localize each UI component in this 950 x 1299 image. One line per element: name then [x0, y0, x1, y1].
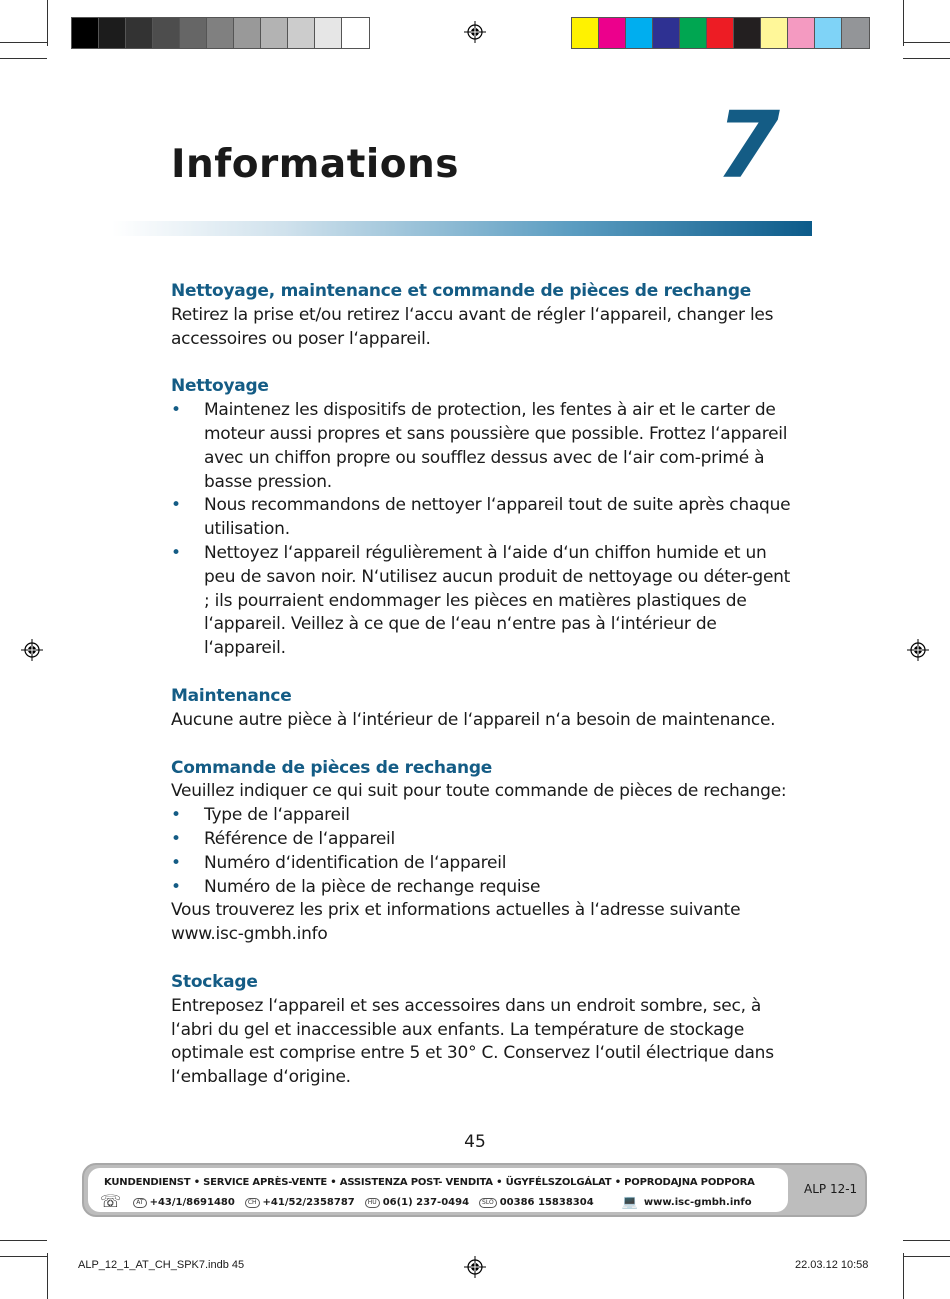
calibration-swatch: [815, 18, 842, 48]
calibration-swatch: [207, 18, 234, 48]
calibration-swatch: [261, 18, 288, 48]
laptop-icon: 💻: [621, 1195, 638, 1210]
list-item: • Maintenez les dispositifs de protection, les fentes à air et le carter de moteur aussi propres et sans poussière que possible. Frottez l‘appareil avec un chiffon propre ou soufflez dessus avec de l‘air com-primé à basse pression.: [171, 399, 791, 494]
calibration-swatch: [99, 18, 126, 48]
spare-parts-list: [171, 804, 791, 899]
section-heading-maintenance: Maintenance: [171, 685, 292, 706]
intro-paragraph: Retirez la prise et/ou retirez l‘accu avant de régler l‘appareil, changer les accessoires ou poser l‘appareil.: [171, 304, 774, 349]
calibration-swatch: [788, 18, 815, 48]
country-badge: HU: [365, 1198, 380, 1208]
page-title: Informations: [171, 142, 460, 187]
calibration-swatch: [342, 18, 369, 48]
crop-mark: [903, 0, 904, 46]
registration-target-icon: [21, 639, 43, 661]
crop-mark: [0, 1256, 47, 1257]
calibration-swatch: [572, 18, 599, 48]
service-line: KUNDENDIENST • SERVICE APRÈS-VENTE • ASSISTENZA POST- VENDITA • ÜGYFÉLSZOLGÁLAT • POPRODAJNA PODPORA: [104, 1177, 755, 1188]
registration-target-icon: [464, 21, 486, 43]
calibration-swatch: [599, 18, 626, 48]
list-item: • Type de l‘appareil: [171, 804, 791, 828]
website-link[interactable]: www.isc-gmbh.info: [643, 1197, 752, 1208]
calibration-swatch: [315, 18, 342, 48]
calibration-swatch: [707, 18, 734, 48]
calibration-swatch: [734, 18, 761, 48]
section-heading-storage: Stockage: [171, 971, 258, 992]
calibration-swatch: [653, 18, 680, 48]
contact-item: [365, 1197, 469, 1208]
phone-number: +41/52/2358787: [262, 1197, 355, 1208]
country-badge: CH: [245, 1198, 260, 1208]
list-item: • Référence de l‘appareil: [171, 828, 791, 852]
section-heading-intro: Nettoyage, maintenance et commande de pièces de rechange: [171, 281, 752, 301]
file-info-right: 22.03.12 10:58: [795, 1259, 869, 1271]
contact-row: [100, 1194, 752, 1211]
calibration-swatch: [288, 18, 315, 48]
storage-paragraph: Entreposez l‘appareil et ses accessoires dans un endroit sombre, sec, à l‘abri du gel et inaccessible aux enfants. La température de stockage optimale est comprise entre 5 et 30° C. Conservez l‘outil électrique dans l‘emballage d‘origine.: [171, 995, 774, 1088]
service-footer: [82, 1163, 867, 1217]
calibration-swatch: [234, 18, 261, 48]
header-gradient-bar: [112, 221, 812, 236]
calibration-swatch: [180, 18, 207, 48]
document-body: [171, 280, 791, 1090]
calibration-swatch: [626, 18, 653, 48]
crop-mark: [903, 42, 950, 43]
crop-mark: [903, 1253, 904, 1299]
service-footer-panel: [88, 1168, 788, 1212]
calibration-swatch: [72, 18, 99, 48]
country-badge: SLO: [479, 1198, 497, 1208]
crop-mark: [903, 58, 950, 59]
phone-number: +43/1/8691480: [149, 1197, 235, 1208]
phone-number: 06(1) 237-0494: [382, 1197, 470, 1208]
calibration-swatch: [153, 18, 180, 48]
list-item: • Nettoyez l‘appareil régulièrement à l‘aide d‘un chiffon humide et un peu de savon noir. N‘utilisez aucun produit de nettoyage ou déter-gent ; ils pourraient endommager les pièces en matières plastiques de l‘appareil. Veillez à ce que de l‘eau n‘entre pas à l‘intérieur de l‘appareil.: [171, 542, 791, 661]
crop-mark: [0, 1240, 47, 1241]
cleaning-list: [171, 399, 791, 661]
calibration-swatch: [126, 18, 153, 48]
color-calibration-bar: [571, 17, 870, 49]
grayscale-calibration-bar: [71, 17, 370, 49]
maintenance-paragraph: Aucune autre pièce à l‘intérieur de l‘appareil n‘a besoin de maintenance.: [171, 709, 776, 730]
crop-mark: [47, 1253, 48, 1299]
model-label: ALP 12-1: [804, 1182, 858, 1196]
spare-parts-intro: Veuillez indiquer ce qui suit pour toute commande de pièces de rechange:: [171, 781, 787, 802]
calibration-swatch: [842, 18, 869, 48]
calibration-swatch: [761, 18, 788, 48]
country-badge: AT: [133, 1198, 146, 1208]
section-heading-cleaning: Nettoyage: [171, 376, 269, 397]
crop-mark: [0, 58, 47, 59]
list-item: • Nous recommandons de nettoyer l‘appareil tout de suite après chaque utilisation.: [171, 494, 791, 542]
registration-target-icon: [907, 639, 929, 661]
file-info-left: ALP_12_1_AT_CH_SPK7.indb 45: [78, 1259, 245, 1271]
contact-item: [479, 1197, 594, 1208]
crop-mark: [903, 1256, 950, 1257]
contact-item: [133, 1197, 235, 1208]
contact-item: [245, 1197, 355, 1208]
registration-target-icon: [464, 1256, 486, 1278]
telephone-icon: ☏: [100, 1192, 122, 1212]
crop-mark: [903, 1240, 950, 1241]
phone-number: 00386 15838304: [499, 1197, 594, 1208]
spare-parts-link[interactable]: www.isc-gmbh.info: [171, 924, 328, 945]
section-heading-spare-parts: Commande de pièces de rechange: [171, 757, 493, 778]
crop-mark: [0, 42, 47, 43]
list-item: • Numéro de la pièce de rechange requise: [171, 876, 791, 900]
chapter-number: 7: [716, 92, 781, 199]
calibration-swatch: [680, 18, 707, 48]
list-item: • Numéro d‘identification de l‘appareil: [171, 852, 791, 876]
spare-parts-outro: Vous trouverez les prix et informations actuelles à l‘adresse suivante: [171, 900, 741, 921]
crop-mark: [47, 0, 48, 46]
page-number: 45: [464, 1132, 486, 1152]
